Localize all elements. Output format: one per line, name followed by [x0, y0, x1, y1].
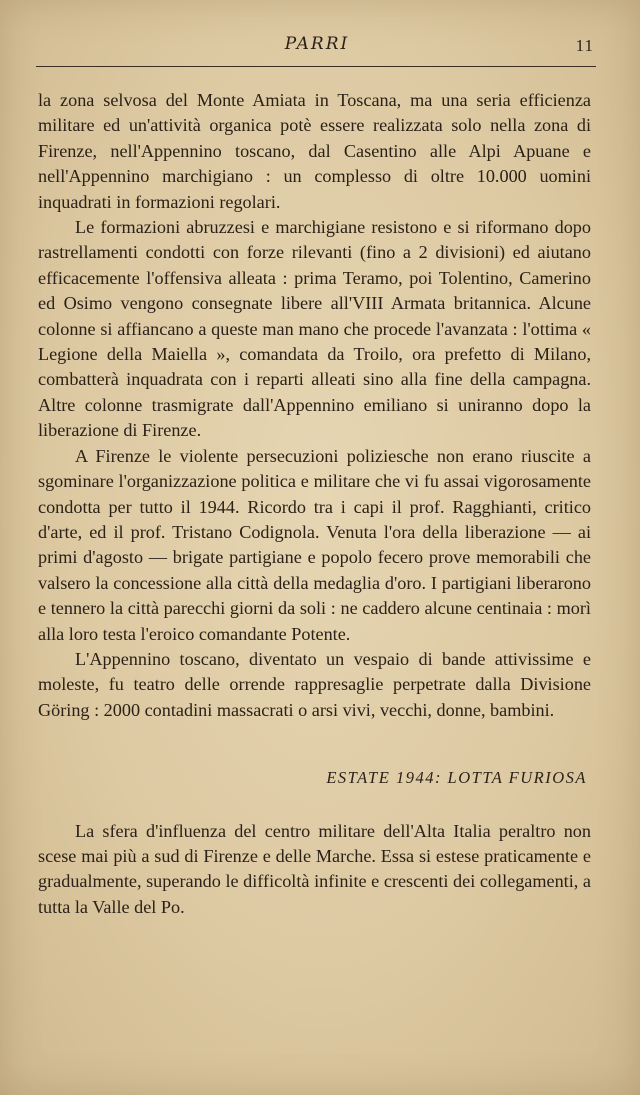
page-number: 11 [575, 36, 594, 55]
header-rule [36, 66, 596, 67]
paragraph-abruzzo-marche: Le formazioni abruzzesi e marchigiane resistono e si riformano dopo rastrellamenti condotti con forze rilevanti (fino a 2 divisioni) ed aiutano efficacemente l'offensiva alleata : prima Teramo, poi Tolentino, Camerino ed Osimo vengono consegnate libere all'VIII Armata britannica. Alcune colonne si affiancano a queste man mano che procede l'avanzata : l'ottima « Legione della Maiella », comandata da Troilo, ora prefetto di Milano, combatterà inquadrata con i reparti alleati sino alla fine della campagna. Altre colonne trasmigrate dall'Appennino emiliano si uniranno dopo la liberazione di Firenze. [38, 217, 591, 441]
section-heading: ESTATE 1944: LOTTA FURIOSA [326, 768, 587, 788]
running-head [38, 34, 596, 58]
paragraph-continuation: la zona selvosa del Monte Amiata in Toscana, ma una seria efficienza militare ed un'attività organica potè essere realizzata solo nella zona di Firenze, nell'Appennino toscano, dal Casentino alle Alpi Apuane e nell'Appennino marchigiano : un complesso di oltre 10.000 uomini inquadrati in formazioni regolari. [38, 90, 591, 212]
paragraph-sfera-influenza: La sfera d'influenza del centro militare dell'Alta Italia peraltro non scese mai più a sud di Firenze e delle Marche. Essa si estese praticamente e gradualmente, superando le difficoltà infinite e crescenti dei collegamenti, a tutta la Valle del Po. [38, 820, 591, 917]
running-head-title: PARRI [284, 34, 350, 54]
paragraph-firenze: A Firenze le violente persecuzioni poliziesche non erano riuscite a sgominare l'organizzazione politica e militare che vi fu assai vigorosamente condotta per tutto il 1944. Ricordo tra i capi il prof. Ragghianti, critico d'arte, ed il prof. Tristano Codignola. Venuta l'ora della liberazione — ai primi d'agosto — brigate partigiane e popolo fecero prove memorabili che valsero la concessione alla città della medaglia d'oro. I partigiani liberarono e tennero la città parecchi giorni da soli : ne caddero alcune centinaia : morì alla loro testa l'eroico comandante Potente. [38, 445, 591, 644]
body-text [38, 88, 591, 920]
paragraph-appennino-toscano: L'Appennino toscano, diventato un vespaio di bande attivissime e moleste, fu teatro delle orrende rappresaglie perpetrate dalla Divisione Göring : 2000 contadini massacrati o arsi vivi, vecchi, donne, bambini. [38, 648, 591, 720]
